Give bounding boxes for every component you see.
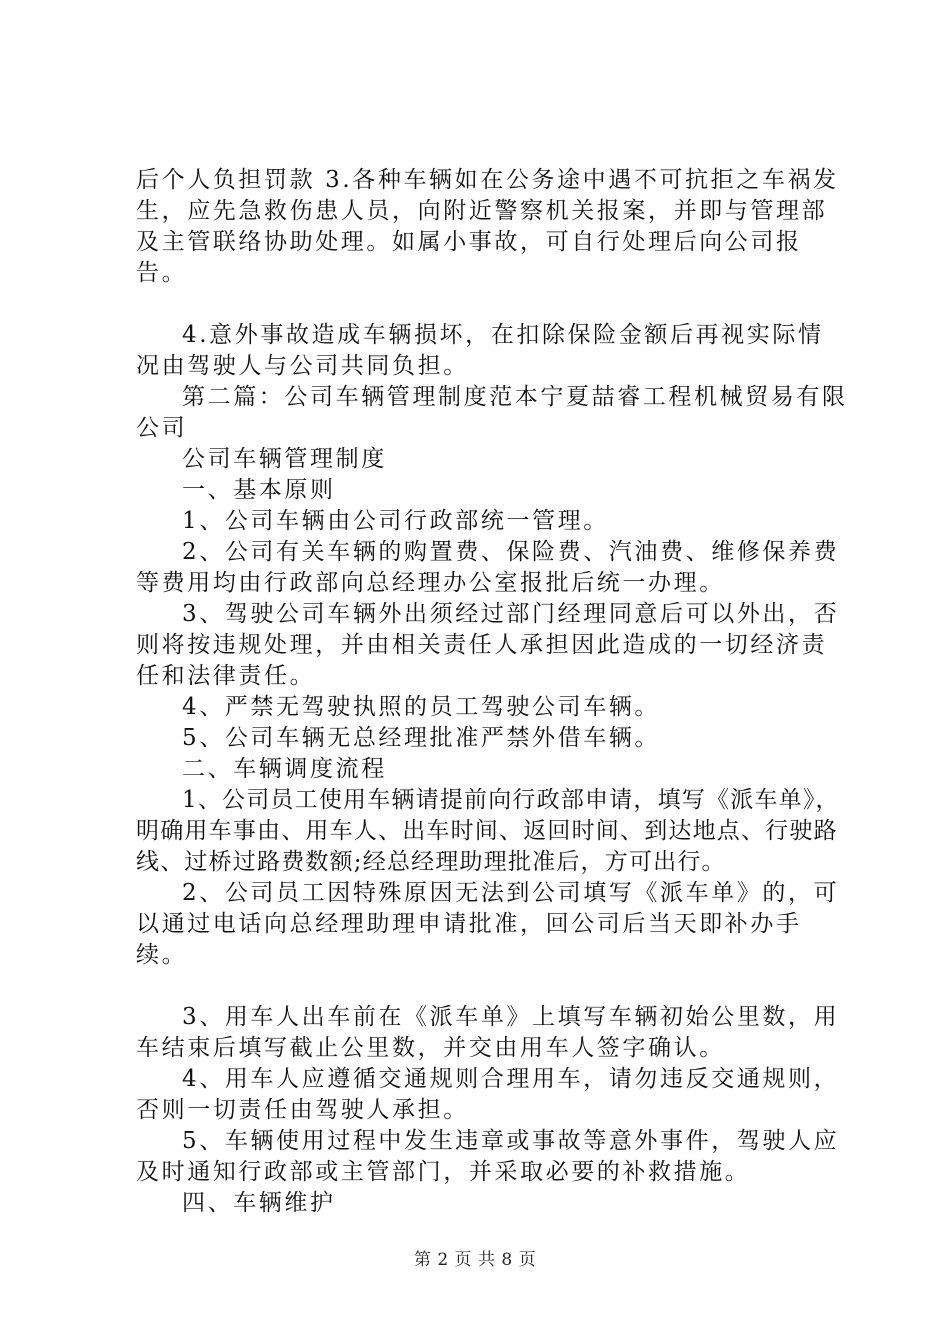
paragraph-accident-damage: 4.意外事故造成车辆损坏，在扣除保险金额后再视实际情况由驾驶人与公司共同负担。 <box>136 322 824 379</box>
list-item-principle-2: 2、公司有关车辆的购置费、保险费、汽油费、维修保养费等费用均由行政部向总经理办公室报批后统一办理。 <box>136 539 840 596</box>
document-title: 公司车辆管理制度 <box>182 446 387 472</box>
list-item-dispatch-5: 5、车辆使用过程中发生违章或事故等意外事件，驾驶人应及时通知行政部或主管部门，并采取必要的补救措施。 <box>136 1128 840 1185</box>
document-body <box>136 165 848 1219</box>
section-heading-vehicle-maintenance: 四、车辆维护 <box>182 1190 336 1216</box>
list-item-principle-5: 5、公司车辆无总经理批准严禁外借车辆。 <box>182 725 661 751</box>
list-item-dispatch-4: 4、用车人应遵循交通规则合理用车，请勿违反交通规则，否则一切责任由驾驶人承担。 <box>136 1066 840 1123</box>
paragraph-accident-handling: 后个人负担罚款 3.各种车辆如在公务途中遇不可抗拒之车祸发生，应先急救伤患人员，向附近警察机关报案，并即与管理部及主管联络协助处理。如属小事故，可自行处理后向公司报告。 <box>136 167 839 286</box>
section-heading-basic-principles: 一、基本原则 <box>182 477 336 503</box>
list-item-dispatch-2: 2、公司员工因特殊原因无法到公司填写《派车单》的，可以通过电话向总经理助理申请批准，回公司后当天即补办手续。 <box>136 880 840 968</box>
list-item-principle-4: 4、严禁无驾驶执照的员工驾驶公司车辆。 <box>182 694 661 720</box>
list-item-dispatch-3: 3、用车人出车前在《派车单》上填写车辆初始公里数，用车结束后填写截止公里数，并交由用车人签字确认。 <box>136 1004 840 1061</box>
list-item-principle-1: 1、公司车辆由公司行政部统一管理。 <box>182 508 609 534</box>
list-item-principle-3: 3、驾驶公司车辆外出须经过部门经理同意后可以外出，否则将按违规处理，并由相关责任人承担因此造成的一切经济责任和法律责任。 <box>136 601 840 689</box>
list-item-dispatch-1: 1、公司员工使用车辆请提前向行政部申请，填写《派车单》，明确用车事由、用车人、出车时间、返回时间、到达地点、行驶路线、过桥过路费数额;经总经理助理批准后，方可出行。 <box>136 787 840 875</box>
page-number-footer: 第 2 页 共 8 页 <box>413 1250 537 1270</box>
section-heading-dispatch-process: 二、车辆调度流程 <box>182 756 387 782</box>
section-heading-part-two: 第二篇：公司车辆管理制度范本宁夏喆睿工程机械贸易有限公司 <box>136 384 848 441</box>
